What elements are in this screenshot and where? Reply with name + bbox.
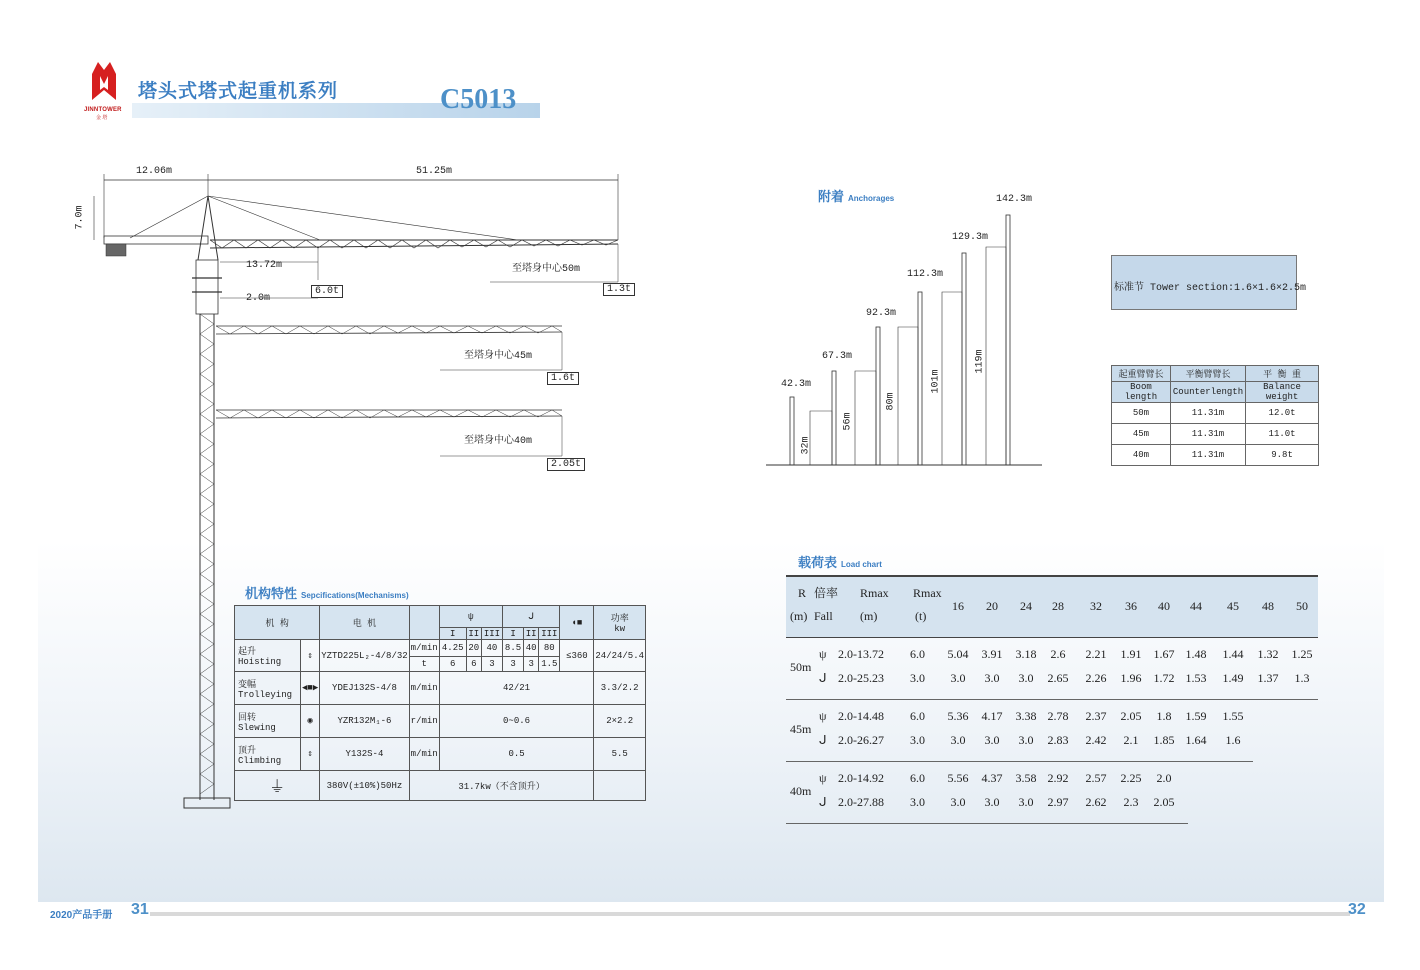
- load-value: 2.78: [1047, 709, 1069, 723]
- balance-head: 起重臂臂长: [1112, 366, 1171, 382]
- tower-section-box: 标准节 Tower section:1.6×1.6×2.5m: [1111, 255, 1297, 310]
- load-value: 2.1: [1123, 733, 1139, 747]
- load-value: 1.64: [1185, 733, 1207, 747]
- load-value: 1.37: [1257, 671, 1279, 685]
- balance-cell: 11.0t: [1246, 424, 1319, 445]
- anchorages-title-cn: 附着: [818, 189, 845, 204]
- load-value: 1.96: [1120, 671, 1142, 685]
- load-value: 1.6: [1225, 733, 1241, 747]
- load-value: 2.6: [1050, 647, 1066, 661]
- load-value: 4.17: [981, 709, 1003, 723]
- hoist-val: 20: [466, 640, 481, 657]
- hook-icon: ᒍ: [819, 795, 827, 809]
- model-number: C5013: [440, 84, 517, 115]
- load-value: 3.0: [984, 733, 1000, 747]
- anchor-height: 129.3m: [952, 232, 989, 243]
- radius-header: 45: [1227, 599, 1239, 613]
- load-value: 4.37: [981, 771, 1003, 785]
- radius-header: 28: [1052, 599, 1064, 613]
- load-title-en: Load chart: [841, 560, 882, 569]
- hoist-val: 40: [524, 640, 539, 657]
- climbing-power: 5.5: [594, 738, 646, 771]
- company-logo: [84, 60, 124, 108]
- load-value: 2.97: [1047, 795, 1069, 809]
- load-value: 2.21: [1085, 647, 1107, 661]
- dim-trolley-min: 13.72m: [246, 260, 283, 271]
- footer-bar: [150, 912, 1350, 916]
- label-40: 至塔身中心40m: [464, 436, 533, 447]
- load-value: 5.36: [947, 709, 969, 723]
- load-range: 2.0-14.48: [838, 709, 884, 723]
- load-value: 2.05: [1153, 795, 1175, 809]
- climbing-motor: Y132S-4: [320, 738, 409, 771]
- load-value: 3.0: [1018, 671, 1034, 685]
- head-motor: 电 机: [320, 606, 409, 640]
- load-value: 1.53: [1185, 671, 1207, 685]
- balance-head-en: Boom length: [1112, 382, 1171, 403]
- roman-2: II: [524, 628, 539, 640]
- anchor-span: 80m: [885, 392, 897, 411]
- hoisting-unit-speed: m/min: [409, 640, 439, 657]
- row-hoisting-cn: 起升: [238, 647, 257, 657]
- load-value: 2.26: [1085, 671, 1107, 685]
- hoist-val: 8.5: [502, 640, 523, 657]
- load-value: 1.48: [1185, 647, 1207, 661]
- climb-icon: ⇕: [301, 738, 320, 771]
- dim-height: 7.0m: [74, 205, 86, 230]
- row-divider: [786, 761, 1253, 762]
- load-value: 2.0: [1156, 771, 1172, 785]
- head-mechanism: 机 构: [235, 606, 320, 640]
- power-supply: 380V(±10%)50Hz: [320, 771, 409, 801]
- load-rmax: 3.0: [910, 733, 925, 747]
- load-value: 3.0: [1018, 733, 1034, 747]
- climbing-value: 0.5: [439, 738, 594, 771]
- balance-cell: 11.31m: [1170, 424, 1245, 445]
- row-trolleying-en: Trolleying: [238, 689, 293, 700]
- slewing-motor: YZR132M₁-6: [320, 705, 409, 738]
- hoisting-motor: YZTD225L₂-4/8/32: [320, 640, 409, 672]
- row-trolleying-cn: 变幅: [238, 679, 257, 690]
- head-fall-en: Fall: [814, 609, 833, 623]
- radius-header: 36: [1125, 599, 1137, 613]
- page-title: 塔头式塔式起重机系列: [138, 81, 339, 102]
- balance-cell: 50m: [1112, 403, 1171, 424]
- trolley-icon: ◀■▶: [301, 672, 320, 705]
- load-40: 2.05t: [547, 458, 585, 471]
- radius-header: 40: [1158, 599, 1170, 613]
- anchorages-diagram: [760, 205, 1050, 475]
- head-rmax-unit2: (t): [915, 609, 927, 623]
- load-value: 1.8: [1156, 709, 1172, 723]
- balance-cell: 9.8t: [1246, 445, 1319, 466]
- head-rmax-unit1: (m): [860, 609, 878, 623]
- load-value: 3.58: [1015, 771, 1037, 785]
- slewing-value: 0~0.6: [439, 705, 594, 738]
- load-value: 2.42: [1085, 733, 1107, 747]
- hoist-val: 40: [481, 640, 502, 657]
- load-value: 2.05: [1120, 709, 1142, 723]
- load-value: 3.0: [984, 795, 1000, 809]
- hoist-load: 6: [439, 657, 466, 672]
- balance-head-en: Counterlength: [1170, 382, 1245, 403]
- hoist-load: 1.5: [539, 657, 560, 672]
- roman-3: III: [481, 628, 502, 640]
- anchorages-heading: [818, 186, 894, 206]
- load-value: 3.0: [984, 671, 1000, 685]
- load-rmax: 6.0: [910, 771, 925, 785]
- roman-3: III: [539, 628, 560, 640]
- trolleying-power: 3.3/2.2: [594, 672, 646, 705]
- load-rmax: 6.0: [910, 647, 925, 661]
- footer-title: 2020产品手册: [50, 910, 113, 921]
- load-value: 2.37: [1085, 709, 1107, 723]
- anchor-height: 67.3m: [822, 351, 853, 362]
- radius-header: 16: [952, 599, 964, 613]
- balance-head: 平衡臂臂长: [1170, 366, 1245, 382]
- load-45: 1.6t: [547, 372, 579, 385]
- load-value: 5.04: [947, 647, 969, 661]
- roman-2: II: [466, 628, 481, 640]
- dim-counter-jib: 12.06m: [136, 166, 173, 177]
- row-divider: [786, 699, 1318, 700]
- hook-icon: ψ: [819, 771, 827, 785]
- load-value: 1.3: [1294, 671, 1310, 685]
- hook-icon: ψ: [439, 606, 502, 628]
- updown-icon: ⇕: [301, 640, 320, 672]
- total-power: 31.7kw（不含顶升）: [409, 771, 594, 801]
- load-value: 1.85: [1153, 733, 1175, 747]
- load-50: 1.3t: [603, 283, 635, 296]
- hoist-load: 3: [524, 657, 539, 672]
- row-climbing-en: Climbing: [238, 755, 282, 766]
- logo-text: JINNTOWER: [84, 107, 122, 113]
- load-value: 1.72: [1153, 671, 1175, 685]
- balance-cell: 40m: [1112, 445, 1171, 466]
- logo-cn: 金 塔: [96, 115, 108, 121]
- anchor-span: 119m: [974, 349, 986, 374]
- balance-head: 平 衡 重: [1246, 366, 1319, 382]
- trolleying-value: 42/21: [439, 672, 594, 705]
- load-value: 2.57: [1085, 771, 1107, 785]
- hoisting-slew: ≤360: [560, 640, 594, 672]
- hook-icon: ᒍ: [819, 671, 827, 685]
- row-climbing-cn: 顶升: [238, 745, 257, 756]
- load-rmax: 3.0: [910, 795, 925, 809]
- load-value: 2.62: [1085, 795, 1107, 809]
- load-rmax: 6.0: [910, 709, 925, 723]
- anchor-height: 142.3m: [996, 194, 1033, 205]
- load-value: 1.25: [1291, 647, 1313, 661]
- radius-header: 44: [1190, 599, 1202, 613]
- slew-icon: ◖■: [560, 606, 594, 640]
- head-r-unit: (m): [790, 609, 808, 623]
- load-value: 3.0: [950, 795, 966, 809]
- hoist-val: 4.25: [439, 640, 466, 657]
- dim-trolley-low: 2.0m: [246, 293, 271, 304]
- anchor-span: 101m: [930, 369, 942, 394]
- load-value: 2.83: [1047, 733, 1069, 747]
- balance-cell: 45m: [1112, 424, 1171, 445]
- hoist-val: 80: [539, 640, 560, 657]
- load-value: 3.91: [981, 647, 1003, 661]
- load-title-cn: 载荷表: [798, 555, 838, 570]
- load-value: 2.25: [1120, 771, 1142, 785]
- load-value: 2.3: [1123, 795, 1139, 809]
- anchor-height: 42.3m: [781, 379, 812, 390]
- balance-table: [1111, 365, 1319, 466]
- row-hoisting-en: Hoisting: [238, 657, 282, 667]
- load-near-50: 6.0t: [311, 285, 343, 298]
- roman-1: I: [502, 628, 523, 640]
- hook-icon: ᒍ: [502, 606, 559, 628]
- load-value: 1.44: [1222, 647, 1244, 661]
- load-value: 1.55: [1222, 709, 1244, 723]
- load-range: 2.0-27.88: [838, 795, 884, 809]
- load-range: 2.0-26.27: [838, 733, 884, 747]
- trolleying-unit: m/min: [409, 672, 439, 705]
- row-slewing-en: Slewing: [238, 722, 276, 733]
- row-slewing-cn: 回转: [238, 712, 257, 723]
- anchor-span: 56m: [842, 412, 854, 431]
- load-value: 3.0: [950, 733, 966, 747]
- slewing-unit: r/min: [409, 705, 439, 738]
- load-value: 1.32: [1257, 647, 1279, 661]
- label-50: 至塔身中心50m: [512, 264, 581, 275]
- load-value: 5.56: [947, 771, 969, 785]
- slewing-power: 2×2.2: [594, 705, 646, 738]
- load-value: 1.49: [1222, 671, 1244, 685]
- climbing-unit: m/min: [409, 738, 439, 771]
- anchor-span: 32m: [800, 436, 812, 455]
- load-chart-heading: [798, 552, 882, 572]
- page-number-left: 31: [131, 901, 149, 918]
- roman-1: I: [439, 628, 466, 640]
- radius-header: 48: [1262, 599, 1274, 613]
- anchor-height: 92.3m: [866, 308, 897, 319]
- radius-header: 32: [1090, 599, 1102, 613]
- head-r: R: [798, 586, 807, 600]
- specs-title-en: Sepcifications(Mechanisms): [301, 591, 409, 600]
- hoist-load: 3: [481, 657, 502, 672]
- radius-header: 50: [1296, 599, 1308, 613]
- dim-jib: 51.25m: [416, 166, 453, 177]
- head-power-unit: kw: [614, 624, 626, 634]
- label-45: 至塔身中心45m: [464, 351, 533, 362]
- load-value: 3.0: [1018, 795, 1034, 809]
- radius-header: 24: [1020, 599, 1032, 613]
- load-value: 2.65: [1047, 671, 1069, 685]
- balance-cell: 12.0t: [1246, 403, 1319, 424]
- radius-header: 20: [986, 599, 998, 613]
- load-range: 2.0-13.72: [838, 647, 884, 661]
- balance-cell: 11.31m: [1170, 445, 1245, 466]
- boom-length: 45m: [790, 722, 812, 736]
- load-value: 1.59: [1185, 709, 1207, 723]
- power-plug-icon: ⏚: [235, 771, 320, 801]
- load-value: 3.18: [1015, 647, 1037, 661]
- anchor-height: 112.3m: [907, 269, 944, 280]
- trolleying-motor: YDEJ132S-4/8: [320, 672, 409, 705]
- boom-length: 50m: [790, 660, 812, 674]
- load-value: 1.91: [1120, 647, 1142, 661]
- load-range: 2.0-14.92: [838, 771, 884, 785]
- hoist-load: 3: [502, 657, 523, 672]
- load-rmax: 3.0: [910, 671, 925, 685]
- specs-heading: [245, 583, 409, 603]
- row-divider: [786, 823, 1188, 824]
- specs-title-cn: 机构特性: [245, 586, 298, 601]
- hoisting-unit-load: t: [409, 657, 439, 672]
- boom-length: 40m: [790, 784, 812, 798]
- load-range: 2.0-25.23: [838, 671, 884, 685]
- head-power: 功率: [610, 614, 629, 624]
- hoisting-power: 24/24/5.4: [594, 640, 646, 672]
- head-rmax-2: Rmax: [913, 586, 942, 600]
- balance-head-en: Balance weight: [1246, 382, 1319, 403]
- specs-table: [234, 605, 646, 801]
- hook-icon: ᒍ: [819, 733, 827, 747]
- anchorages-title-en: Anchorages: [848, 194, 895, 203]
- load-value: 1.67: [1153, 647, 1175, 661]
- load-value: 3.38: [1015, 709, 1037, 723]
- head-fall: 倍率: [814, 586, 839, 600]
- hook-icon: ψ: [819, 709, 827, 723]
- hook-icon: ψ: [819, 647, 827, 661]
- rotate-icon: ◉: [301, 705, 320, 738]
- head-rmax-1: Rmax: [860, 586, 889, 600]
- load-value: 3.0: [950, 671, 966, 685]
- page-number-right: 32: [1348, 901, 1366, 918]
- load-value: 2.92: [1047, 771, 1069, 785]
- balance-cell: 11.31m: [1170, 403, 1245, 424]
- hoist-load: 6: [466, 657, 481, 672]
